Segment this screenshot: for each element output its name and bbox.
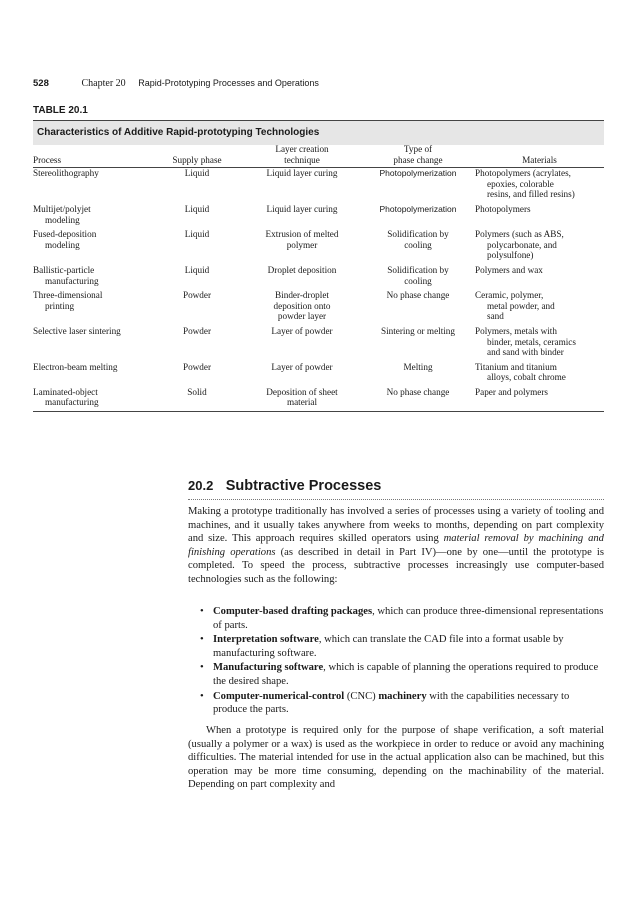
table-row: [33, 229, 604, 265]
cell-phase: No phase change: [386, 290, 450, 301]
list-item: • Manufacturing software, which is capable of planning the operations required to produce the desired shape.: [200, 662, 599, 687]
running-head: [33, 78, 319, 89]
col-materials: Materials: [475, 143, 604, 168]
table-header-row: [33, 143, 604, 168]
list-item: • Computer-based drafting packages, which can produce three-dimensional representations of parts.: [200, 606, 604, 631]
cell-layer: Liquid layer curing: [266, 168, 338, 179]
cell-layer: Liquid layer curing: [266, 203, 338, 214]
cell-materials: Titanium and titanium alloys, cobalt chrome: [475, 361, 566, 383]
bullet-icon: •: [200, 662, 204, 674]
cell-phase: Photopolymerization: [379, 203, 457, 214]
cell-materials: Paper and polymers: [475, 387, 604, 412]
table-body: [33, 168, 604, 412]
table-row: [33, 290, 604, 326]
table-row: [33, 204, 604, 229]
table-row: [33, 362, 604, 387]
cell-phase: No phase change: [361, 387, 475, 412]
cell-process: Laminated-object manufacturing: [33, 387, 151, 412]
cell-layer: Binder-droplet deposition onto powder layer: [273, 290, 331, 322]
section-heading: [188, 477, 604, 500]
cell-supply: Powder: [182, 290, 212, 301]
cell-process: Three-dimensional printing: [33, 290, 103, 311]
cell-layer: Droplet deposition: [267, 264, 337, 275]
cell-process: Stereolithography: [33, 168, 99, 179]
section-number: 20.2: [188, 478, 214, 493]
cell-phase: Solidification by cooling: [387, 264, 449, 286]
cell-materials: Photopolymers: [475, 203, 531, 214]
cell-materials: Polymers and wax: [475, 264, 543, 275]
bullet-icon: •: [200, 606, 204, 617]
cell-phase: Sintering or melting: [380, 325, 455, 336]
bullet-list: [200, 605, 604, 718]
paragraph-intro: Making a prototype traditionally has involved a series of processes using a variety of tooling and machines, and it usually takes anywhere from weeks to months, depending on part complexity and size. This approach requires skilled operators using material removal by machining and finishing operations (as described in detail in Part IV)—one by one—until the prototype is completed. To speed the process, subtractive processes increasingly use computer-based technologies such as the following:: [188, 506, 604, 585]
paragraph-shape-verification: When a prototype is required only for the purpose of shape verification, a soft material (usually a polymer or a wax) is used as the workpiece in order to reduce or avoid any machining difficulties. The material intended for use in the actual application also can be machined, but this operation may be more time consuming, depending on the machinability of the material. Depending on part complexity and: [188, 725, 604, 791]
bullet-icon: •: [200, 690, 204, 702]
col-phase-change: Type of phase change: [361, 143, 475, 168]
cell-process: Ballistic-particle manufacturing: [33, 264, 99, 286]
table-title: Characteristics of Additive Rapid-prototyping Technologies: [37, 127, 320, 138]
list-item: • Interpretation software, which can translate the CAD file into a format usable by manufacturing software.: [200, 634, 564, 659]
cell-materials: Ceramic, polymer, metal powder, and sand: [475, 290, 555, 322]
table-row: [33, 265, 604, 290]
col-process: Process: [33, 143, 151, 168]
chapter-title: Rapid-Prototyping Processes and Operations: [138, 78, 319, 88]
cell-process: Selective laser sintering: [33, 325, 121, 336]
cell-supply: Solid: [151, 387, 243, 412]
table-row: [33, 326, 604, 362]
cell-materials: Polymers, metals with binder, metals, ceramics and sand with binder: [475, 325, 576, 358]
section-title: Subtractive Processes: [225, 478, 382, 494]
cell-supply: Liquid: [184, 203, 210, 214]
table-row: [33, 387, 604, 412]
cell-phase: Melting: [403, 361, 433, 372]
cell-supply: Liquid: [184, 229, 210, 240]
characteristics-table: [33, 143, 604, 412]
cell-supply: Powder: [182, 361, 212, 372]
table-title-bar: [33, 120, 604, 145]
chapter-label: Chapter 20: [81, 78, 126, 89]
cell-process: Multijet/polyjet modeling: [33, 203, 91, 225]
cell-supply: Liquid: [184, 168, 210, 179]
list-item: • Computer-numerical-control (CNC) machinery with the capabilities necessary to produce the parts.: [200, 690, 570, 716]
cell-supply: Powder: [182, 325, 212, 336]
emphasis-text: material removal by machining and finishing operations: [188, 533, 604, 558]
page-number: 528: [33, 78, 49, 89]
cell-supply: Liquid: [184, 264, 210, 275]
table-row: [33, 168, 604, 204]
cell-materials: Polymers (such as ABS, polycarbonate, and polysulfone): [475, 229, 564, 261]
cell-layer: Deposition of sheet material: [243, 387, 361, 412]
cell-process: Electron-beam melting: [33, 361, 118, 372]
col-supply-phase: Supply phase: [151, 143, 243, 168]
cell-layer: Layer of powder: [271, 325, 333, 336]
cell-phase: Solidification by cooling: [387, 229, 449, 250]
cell-process: Fused-deposition modeling: [33, 229, 97, 250]
cell-materials: Photopolymers (acrylates, epoxies, colorable resins, and filled resins): [475, 168, 575, 200]
cell-layer: Layer of powder: [271, 361, 333, 372]
table-label: TABLE 20.1: [33, 105, 88, 116]
cell-layer: Extrusion of melted polymer: [265, 229, 339, 250]
bullet-icon: •: [200, 634, 204, 646]
col-layer-creation: Layer creation technique: [243, 143, 361, 168]
cell-phase: Photopolymerization: [379, 168, 457, 179]
